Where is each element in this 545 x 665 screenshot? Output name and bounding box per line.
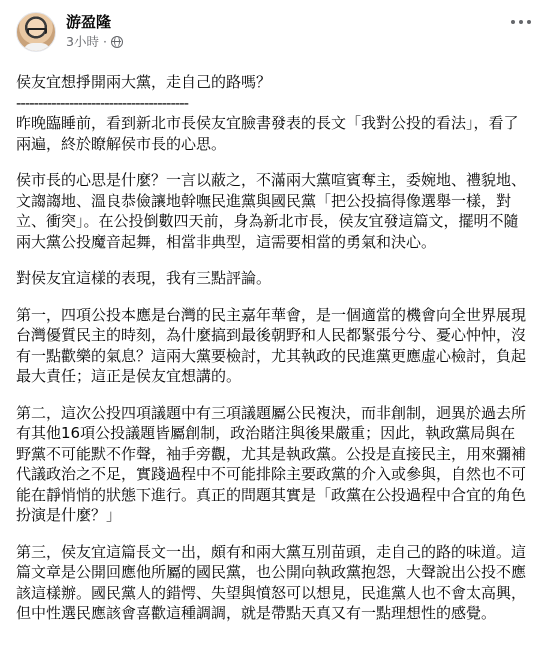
more-options-button[interactable] [511,14,531,30]
more-dot [511,20,515,24]
post-paragraph: 第二，這次公投四項議題中有三項議題屬公民複決，而非創制，迥異於過去所有其他16項公投議題皆屬創制，政治賭注與後果嚴重；因此，執政黨局與在野黨不可能默不作聲，袖手旁觀，尤其是執政黨。公投是直接民主，用來彌補代議政治之不足，實踐過程中不可能排除主要政黨的介入或參與，自然也不可能在靜悄悄的狀態下進行。真正的問題其實是「政黨在公投過程中合宜的角色扮演是什麼？」 [16,403,527,524]
post-paragraph: 第一，四項公投本應是台灣的民主嘉年華會，是一個適當的機會向全世界展現台灣優質民主的時刻，為什麼搞到最後朝野和人民都緊張兮兮、憂心忡忡，沒有一點歡樂的氣息？這兩大黨要檢討，尤其執政的民進黨更應虛心檢討，負起最大責任；這正是侯友宜想講的。 [16,305,527,385]
avatar-shirt [23,43,51,52]
post-paragraph: 侯市長的心思是什麼？一言以蔽之，不滿兩大黨喧賓奪主，委婉地、禮貌地、文謅謅地、溫良恭儉讓地幹嘸民進黨與國民黨「把公投搞得像選舉一樣，對立、衝突」。在公投倒數四天前，身為新北市長，侯友宜發這篇文，擺明不隨兩大黨公投魔音起舞，相當非典型，這需要相當的勇氣和決心。 [16,171,527,251]
text-divider: --------------------------------------- [16,93,189,112]
post-title: 侯友宜想掙開兩大黨，走自己的路嗎？ [16,73,272,91]
post-meta [66,12,123,50]
post-subline [66,33,123,50]
more-dot [527,20,531,24]
post-paragraph: 第三，侯友宜這篇長文一出，頗有和兩大黨互別苗頭，走自己的路的味道。這篇文章是公開回應他所屬的國民黨，也公開向執政黨抱怨，大聲說出公投不應該這樣辦。國民黨人的錯愕、失望與憤怒可以想見，民進黨人也不會太高興，但中性選民應該會喜歡這種調調，就是帶點天真又有一點理想性的感覺。 [16,542,527,622]
globe-icon[interactable] [111,36,123,48]
post-paragraph: 對侯友宜這樣的表現，我有三點評論。 [16,269,272,287]
author-name[interactable]: 游盈隆 [66,13,112,31]
post-content [16,72,529,624]
more-dot [519,20,523,24]
post-paragraph: 昨晚臨睡前，看到新北市長侯友宜臉書發表的長文「我對公投的看法」，看了兩遍，終於瞭解侯市長的心思。 [16,114,519,153]
post-time[interactable]: 3小時 [66,34,99,49]
avatar[interactable] [16,12,56,52]
post-header [16,12,529,58]
separator-dot: · [102,34,107,49]
avatar-glasses [27,28,47,34]
